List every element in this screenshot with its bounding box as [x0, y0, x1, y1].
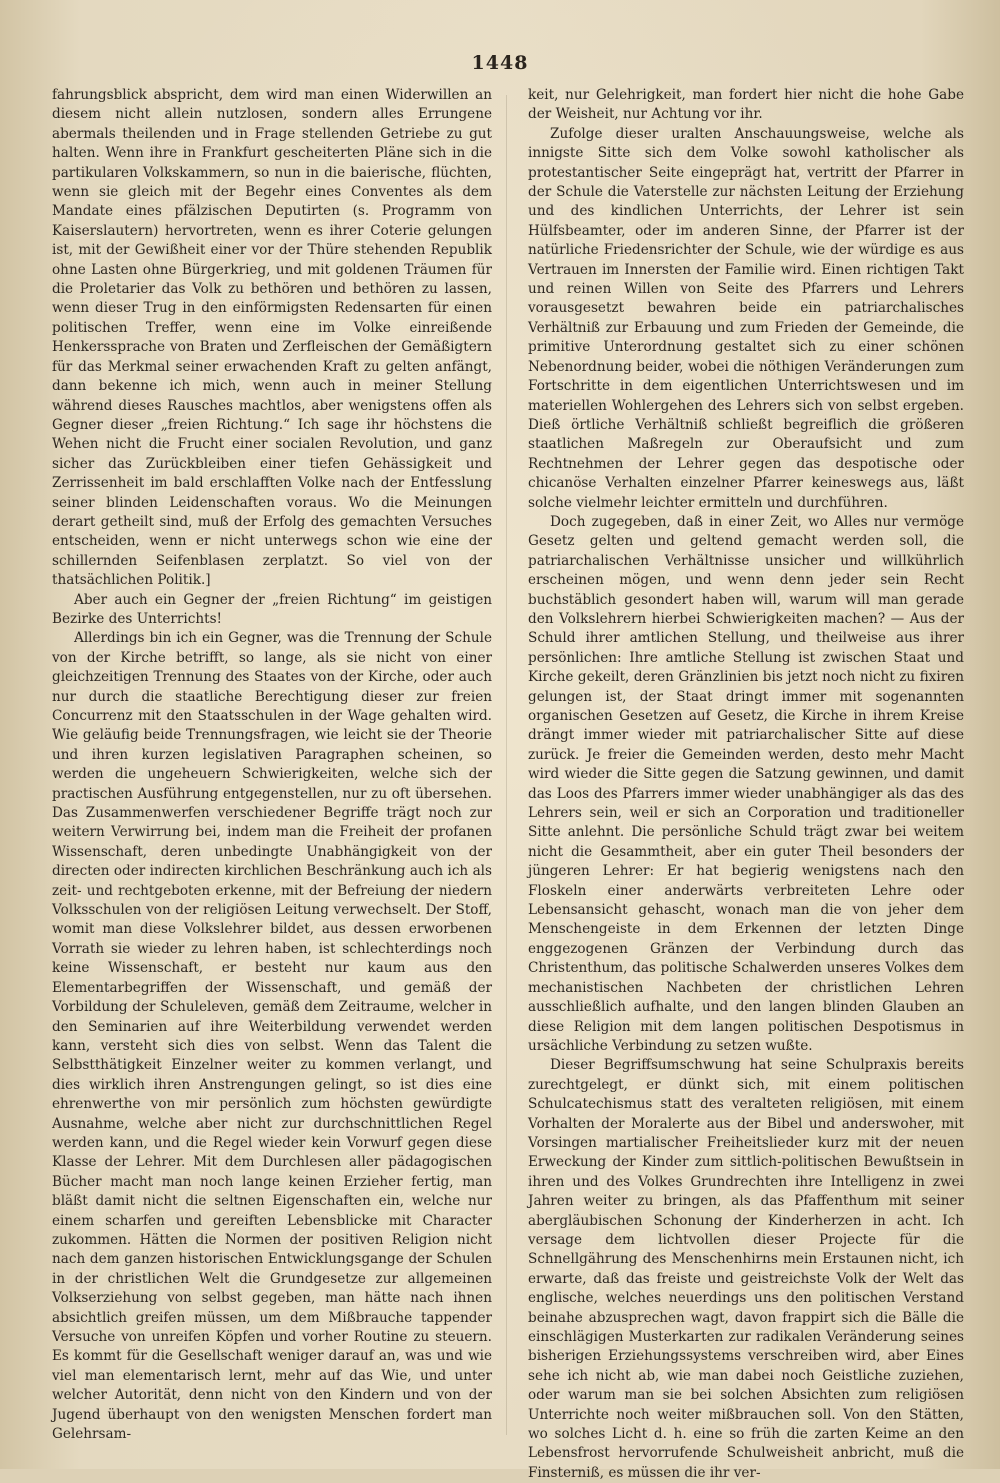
paragraph: Zufolge dieser uralten Anschauungsweise, welche als innigste Sitte sich dem Volke sowohl katholischer als protestantischer Seite eingeprägt hat, vertritt der Pfarrer in der Schule die Vaterstelle zur nächsten Leitung der Erziehung und des kindlichen Unterrichts, der Lehrer ist sein Hülfsbeamter, oder im anderen Sinne, der Pfarrer ist der natürliche Friedensrichter der Schule, wie der würdige es aus Vertrauen im Innersten der Familie wird. Einen richtigen Takt und reinen Willen von Seite des Pfarrers und Lehrers vorausgesetzt bewahren beide ein patriarchalisches Verhältniß zur Erbauung und zum Frieden der Gemeinde, die primitive Unterordnung gestaltet sich zu einer schönen Nebenordnung beider, wobei die nöthigen Veränderungen zum Fortschritte in dem eigentlichen Unterrichtswesen und im materiellen Wohlergehen des Lehrers sich von selbst ergeben. Dieß örtliche Verhältniß schließt begreiflich die größeren staatlichen Maßregeln zur Oberaufsicht und zum Rechtnehmen der Lehrer gegen das despotische oder chicanöse Verhalten einzelner Pfarrer keineswegs aus, läßt solche vielmehr leichter ermitteln und durchführen. [528, 125, 964, 511]
paragraph: fahrungsblick abspricht, dem wird man einen Widerwillen an diesem nicht allein nutzlosen, sondern alles Errungene abermals theilenden und in Frage stellenden Getriebe zu gut halten. Wenn ihre in Frankfurt gescheiterten Pläne sich in die partikularen Volkskammern, so nun in die baierische, flüchten, wenn sie gleich mit der Begehr eines Conventes als dem Mandate eines pfälzischen Deputirten (s. Programm von Kaiserslautern) hervortreten, wenn es ihrer Coterie gelungen ist, mit der Gewißheit einer vor der Thüre stehenden Republik ohne Lasten ohne Bürgerkrieg, und mit goldenen Träumen für die Proletarier das Volk zu bethören und bethören zu lassen, wenn dieser Trug in den einförmigsten Redensarten für einen politischen Treffer, wenn eine im Volke einreißende Henkerssprache von Braten und Zerfleischen der Gemäßigtern für das Merkmal seiner erwachenden Kraft zu gelten anfängt, dann bekenne ich mich, wenn auch in meiner Stellung während dieses Rausches machtlos, aber wenigstens offen als Gegner dieser „freien Richtung.“ Ich sage ihr höchstens die Wehen nicht die Frucht einer socialen Revolution, und ganz sicher das Zurückbleiben einer tiefen Gehässigkeit und Zerrissenheit im bald erschlafften Volke nach der Entfesslung seiner blinden Leidenschaften voraus. Wo die Meinungen derart getheilt sind, muß der Erfolg des gemachten Versuches entscheiden, wenn er nicht unterwegs schon wie eine der schillernden Seifenblasen zerplatzt. So viel von der thatsächlichen Politik.] [52, 87, 492, 589]
page-number: 1448 [471, 52, 529, 74]
paragraph: Dieser Begriffsumschwung hat seine Schulpraxis bereits zurechtgelegt, er dünkt sich, mit einem politischen Schulcatechismus statt des veralteten religiösen, mit einem Vorhalten der Moralerte aus der Bibel und anderswoher, mit Vorsingen martialischer Freiheitslieder kurz mit der neuen Erweckung der Kinder zum sittlich-politischen Bewußtsein in ihren und des Volkes Grundrechten ihre Intelligenz in zwei Jahren weiter zu bringen, als das Pfaffenthum mit seiner abergläubischen Schonung der Kinderherzen in acht. Ich versage dem lichtvollen dieser Projecte für die Schnellgährung des Menschenhirns mein Erstaunen nicht, ich erwarte, daß das freiste und geistreichste Volk der Welt das englische, welches neuerdings uns den politischen Verstand beinahe abzusprechen wagt, davon frappirt sich die Bälle die einschlägigen Musterkarten zur radikalen Veränderung seines bisherigen Erziehungssystems verschreiben wird, aber Eines sehe ich nicht ab, wie man dabei noch Geistliche zuziehen, oder warum man sie bei solchen Absichten zum religiösen Unterrichte noch weiter mißbrauchen soll. Von den Stätten, wo solches Licht d. h. eine so früh die zarten Keime an den Lebensfrost hervorrufende Schulweisheit anbricht, muß die Finsterniß, es müssen die ihr ver- [528, 1057, 964, 1481]
paragraph: Doch zugegeben, daß in einer Zeit, wo Alles nur vermöge Gesetz gelten und geltend gemacht werden soll, die patriarchalischen Verhältnisse unsicher und willkührlich erscheinen mögen, und wenn denn jeder sein Recht buchstäblich gesondert haben will, warum will man gerade den Volkslehrern hierbei Schwierigkeiten machen? — Aus der Schuld ihrer amtlichen Stellung, und theilweise aus ihrer persönlichen: Ihre amtliche Stellung ist zwischen Staat und Kirche gekeilt, deren Gränzlinien bis jetzt noch nicht zu fixiren gelungen ist, der Staat dringt immer mit sogenannten organischen Gesetzen auf Gesetz, die Kirche in ihrem Kreise drängt immer wieder mit patriarchalischer Sitte auf diese zurück. Je freier die Gemeinden werden, desto mehr Macht wird wieder die Sitte gegen die Satzung gewinnen, und damit das Loos des Pfarrers immer wieder unabhängiger als das des Lehrers sein, weil er sich an Corporation und traditioneller Sitte anlehnt. Die persönliche Schuld trägt zwar bei weitem nicht die Gesammtheit, aber ein guter Theil besonders der jüngeren Lehrer: Er hat begierig wenigstens nach den Floskeln einer anderwärts verbreiteten Lehre oder Lebensansicht gehascht, wonach man die von jeher dem Menschengeiste in dem Erkennen der letzten Dinge enggezogenen Gränzen der Verbindung durch das Christenthum, das politische Schalwerden unseres Volkes dem mechanistischen Nachbeten der christlichen Lehren ausschließlich aufhalte, und den langen blinden Glauben an diese Religion mit dem langen politischen Despotismus in ursächliche Verbindung zu setzen wußte. [528, 513, 964, 1054]
paragraph: Aber auch ein Gegner der „freien Richtung“ im geistigen Bezirke des Unterrichts! [52, 591, 492, 627]
paragraph: Allerdings bin ich ein Gegner, was die Trennung der Schule von der Kirche betrifft, so lange, als sie nicht von einer gleichzeitigen Trennung des Staates von der Kirche, oder auch nur durch die staatliche Berechtigung dieser zur freien Concurrenz mit den Staatsschulen in der Wage gehalten wird. Wie geläufig beide Trennungsfragen, wie leicht sie der Theorie und ihren kurzen legislativen Paragraphen scheinen, so werden die ungeheuern Schwierigkeiten, welche sich der practischen Ausführung entgegenstellen, nur zu oft übersehen. Das Zusammenwerfen verschiedener Begriffe trägt noch zur weitern Verwirrung bei, indem man die Freiheit der profanen Wissenschaft, deren unbedingte Unabhängigkeit von der directen oder indirecten kirchlichen Beschränkung auch ich als zeit- und rechtgeboten erkenne, mit der Befreiung der niedern Volksschulen von der religiösen Leitung verwechselt. Der Stoff, womit man diese Volkslehrer bildet, aus dessen erworbenen Vorrath sie wieder zu lehren haben, ist schlechterdings noch keine Wissenschaft, er besteht nur kaum aus den Elementarbegriffen der Wissenschaft, und gemäß der Vorbildung der Schuleleven, gemäß dem Zeitraume, welcher in den Seminarien auf ihre Weiterbildung verwendet werden kann, versteht sich dies von selbst. Wenn das Talent die Selbstthätigkeit Einzelner weiter zu kommen verlangt, und dies wirklich ihren Anstrengungen gelingt, so ist dies eine ehrenwerthe von mir persönlich zum höchsten gewürdigte Ausnahme, welche aber nicht zur durchschnittlichen Regel werden kann, und die Regel wieder kein Vorwurf gegen diese Klasse der Lehrer. Mit dem Durchlesen aller pädagogischen Bücher macht man noch lange keinen Erzieher fertig, man bläßt damit nicht die seltnen Eigenschaften ein, welche nur einem scharfen und gereiften Lebensblicke mit Character zukommen. Hätten die Normen der positiven Religion nicht nach dem ganzen historischen Entwicklungsgange der Schulen in der christlichen Welt die Grundgesetze zur allgemeinen Volkserziehung von selbst gegeben, man hätte nach ihnen absichtlich greifen müssen, um dem Mißbrauche tappender Versuche von unreifen Köpfen und vorher Routine zu steuern. Es kommt für die Gesellschaft weniger darauf an, was und wie viel man elementarisch lernt, mehr auf das Wie, und unter welcher Autorität, denn nicht von den Kindern und von der Jugend überhaupt von den wenigsten Menschen fordert man Gelehrsam- [52, 630, 492, 1443]
column-divider [506, 95, 507, 1435]
right-column [528, 86, 964, 1483]
left-column [52, 86, 492, 1444]
paragraph: keit, nur Gelehrigkeit, man fordert hier nicht die hohe Gabe der Weisheit, nur Achtung vor ihr. [528, 87, 964, 123]
